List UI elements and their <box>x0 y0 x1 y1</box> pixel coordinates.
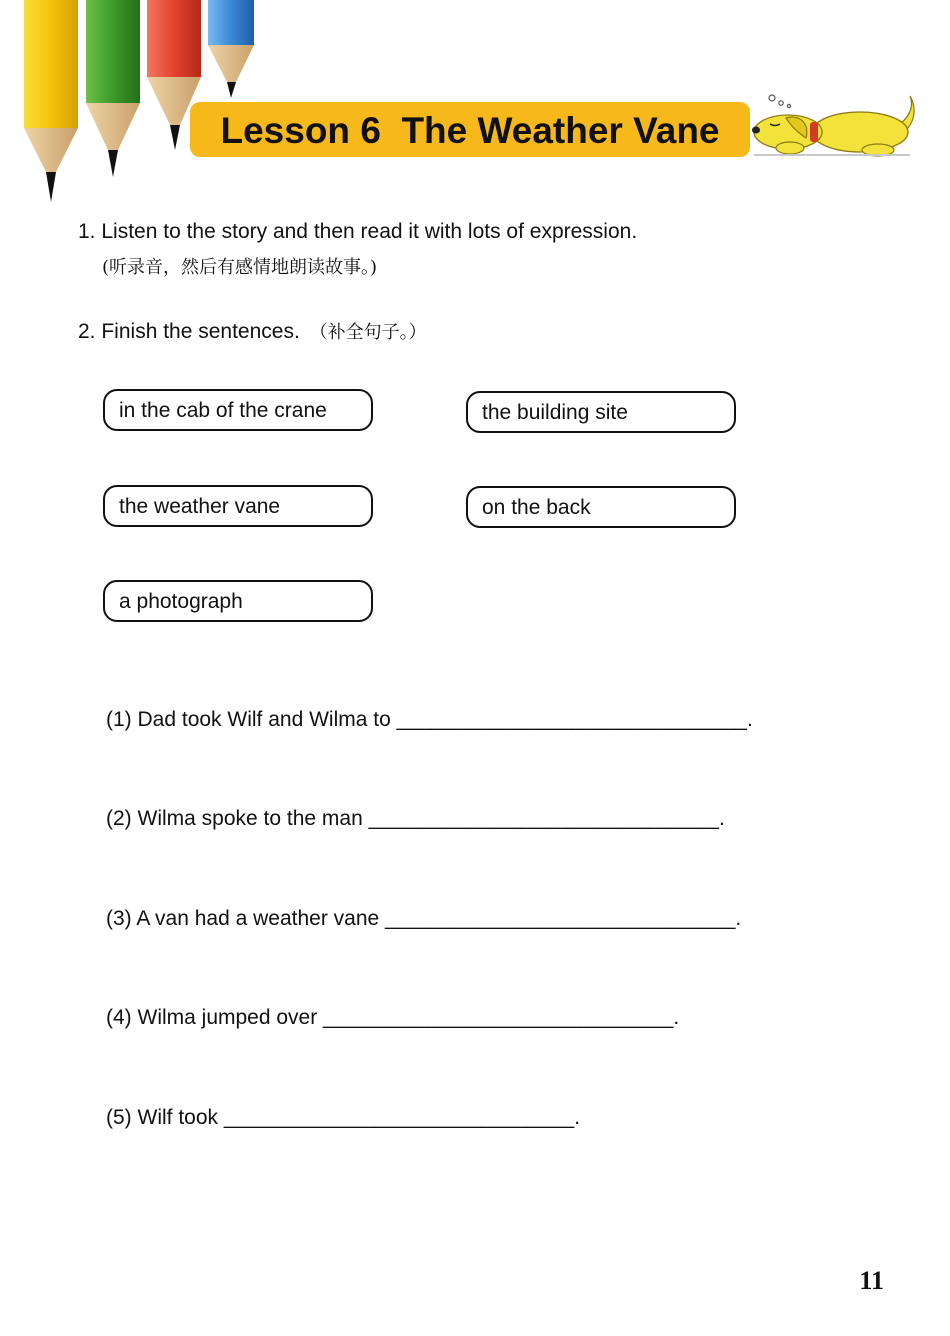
instruction-2-text: Finish the sentences. <box>101 320 300 343</box>
lesson-title: Lesson 6 The Weather Vane <box>220 110 720 151</box>
phrase-text: the building site <box>482 401 628 424</box>
page-number: 11 <box>859 1266 884 1295</box>
instruction-1 <box>78 220 637 244</box>
lesson-title-banner <box>190 102 750 157</box>
sentence-3: (3) A van had a weather vane ______________________________. <box>106 907 742 930</box>
phrase-text: the weather vane <box>119 495 281 518</box>
green-pencil-icon <box>86 0 140 177</box>
instruction-2-note: （补全句子。） <box>309 322 427 343</box>
phrase-text: in the cab of the crane <box>119 399 327 422</box>
yellow-pencil-icon <box>24 0 78 202</box>
instruction-1-text: Listen to the story and then read it with lots of expression. <box>101 220 638 243</box>
instruction-1-number: 1. <box>78 220 96 243</box>
sentence-2: (2) Wilma spoke to the man ______________________________. <box>106 807 725 830</box>
phrase-text: a photograph <box>119 590 243 613</box>
phrase-box <box>466 391 736 433</box>
phrase-box <box>103 389 373 431</box>
sentence-4: (4) Wilma jumped over ______________________________. <box>106 1006 680 1029</box>
instruction-2-number: 2. <box>78 320 96 343</box>
sleeping-dog-icon <box>750 92 920 158</box>
instruction-2 <box>78 318 427 344</box>
phrase-text: on the back <box>482 496 591 519</box>
instruction-1-note: (听录音，然后有感情地朗读故事。) <box>102 257 378 278</box>
sentence-5: (5) Wilf took ______________________________. <box>106 1106 581 1129</box>
sentence-1: (1) Dad took Wilf and Wilma to ______________________________. <box>106 708 753 731</box>
phrase-box <box>466 486 736 528</box>
phrase-box <box>103 580 373 622</box>
phrase-box <box>103 485 373 527</box>
blue-pencil-icon <box>208 0 254 98</box>
